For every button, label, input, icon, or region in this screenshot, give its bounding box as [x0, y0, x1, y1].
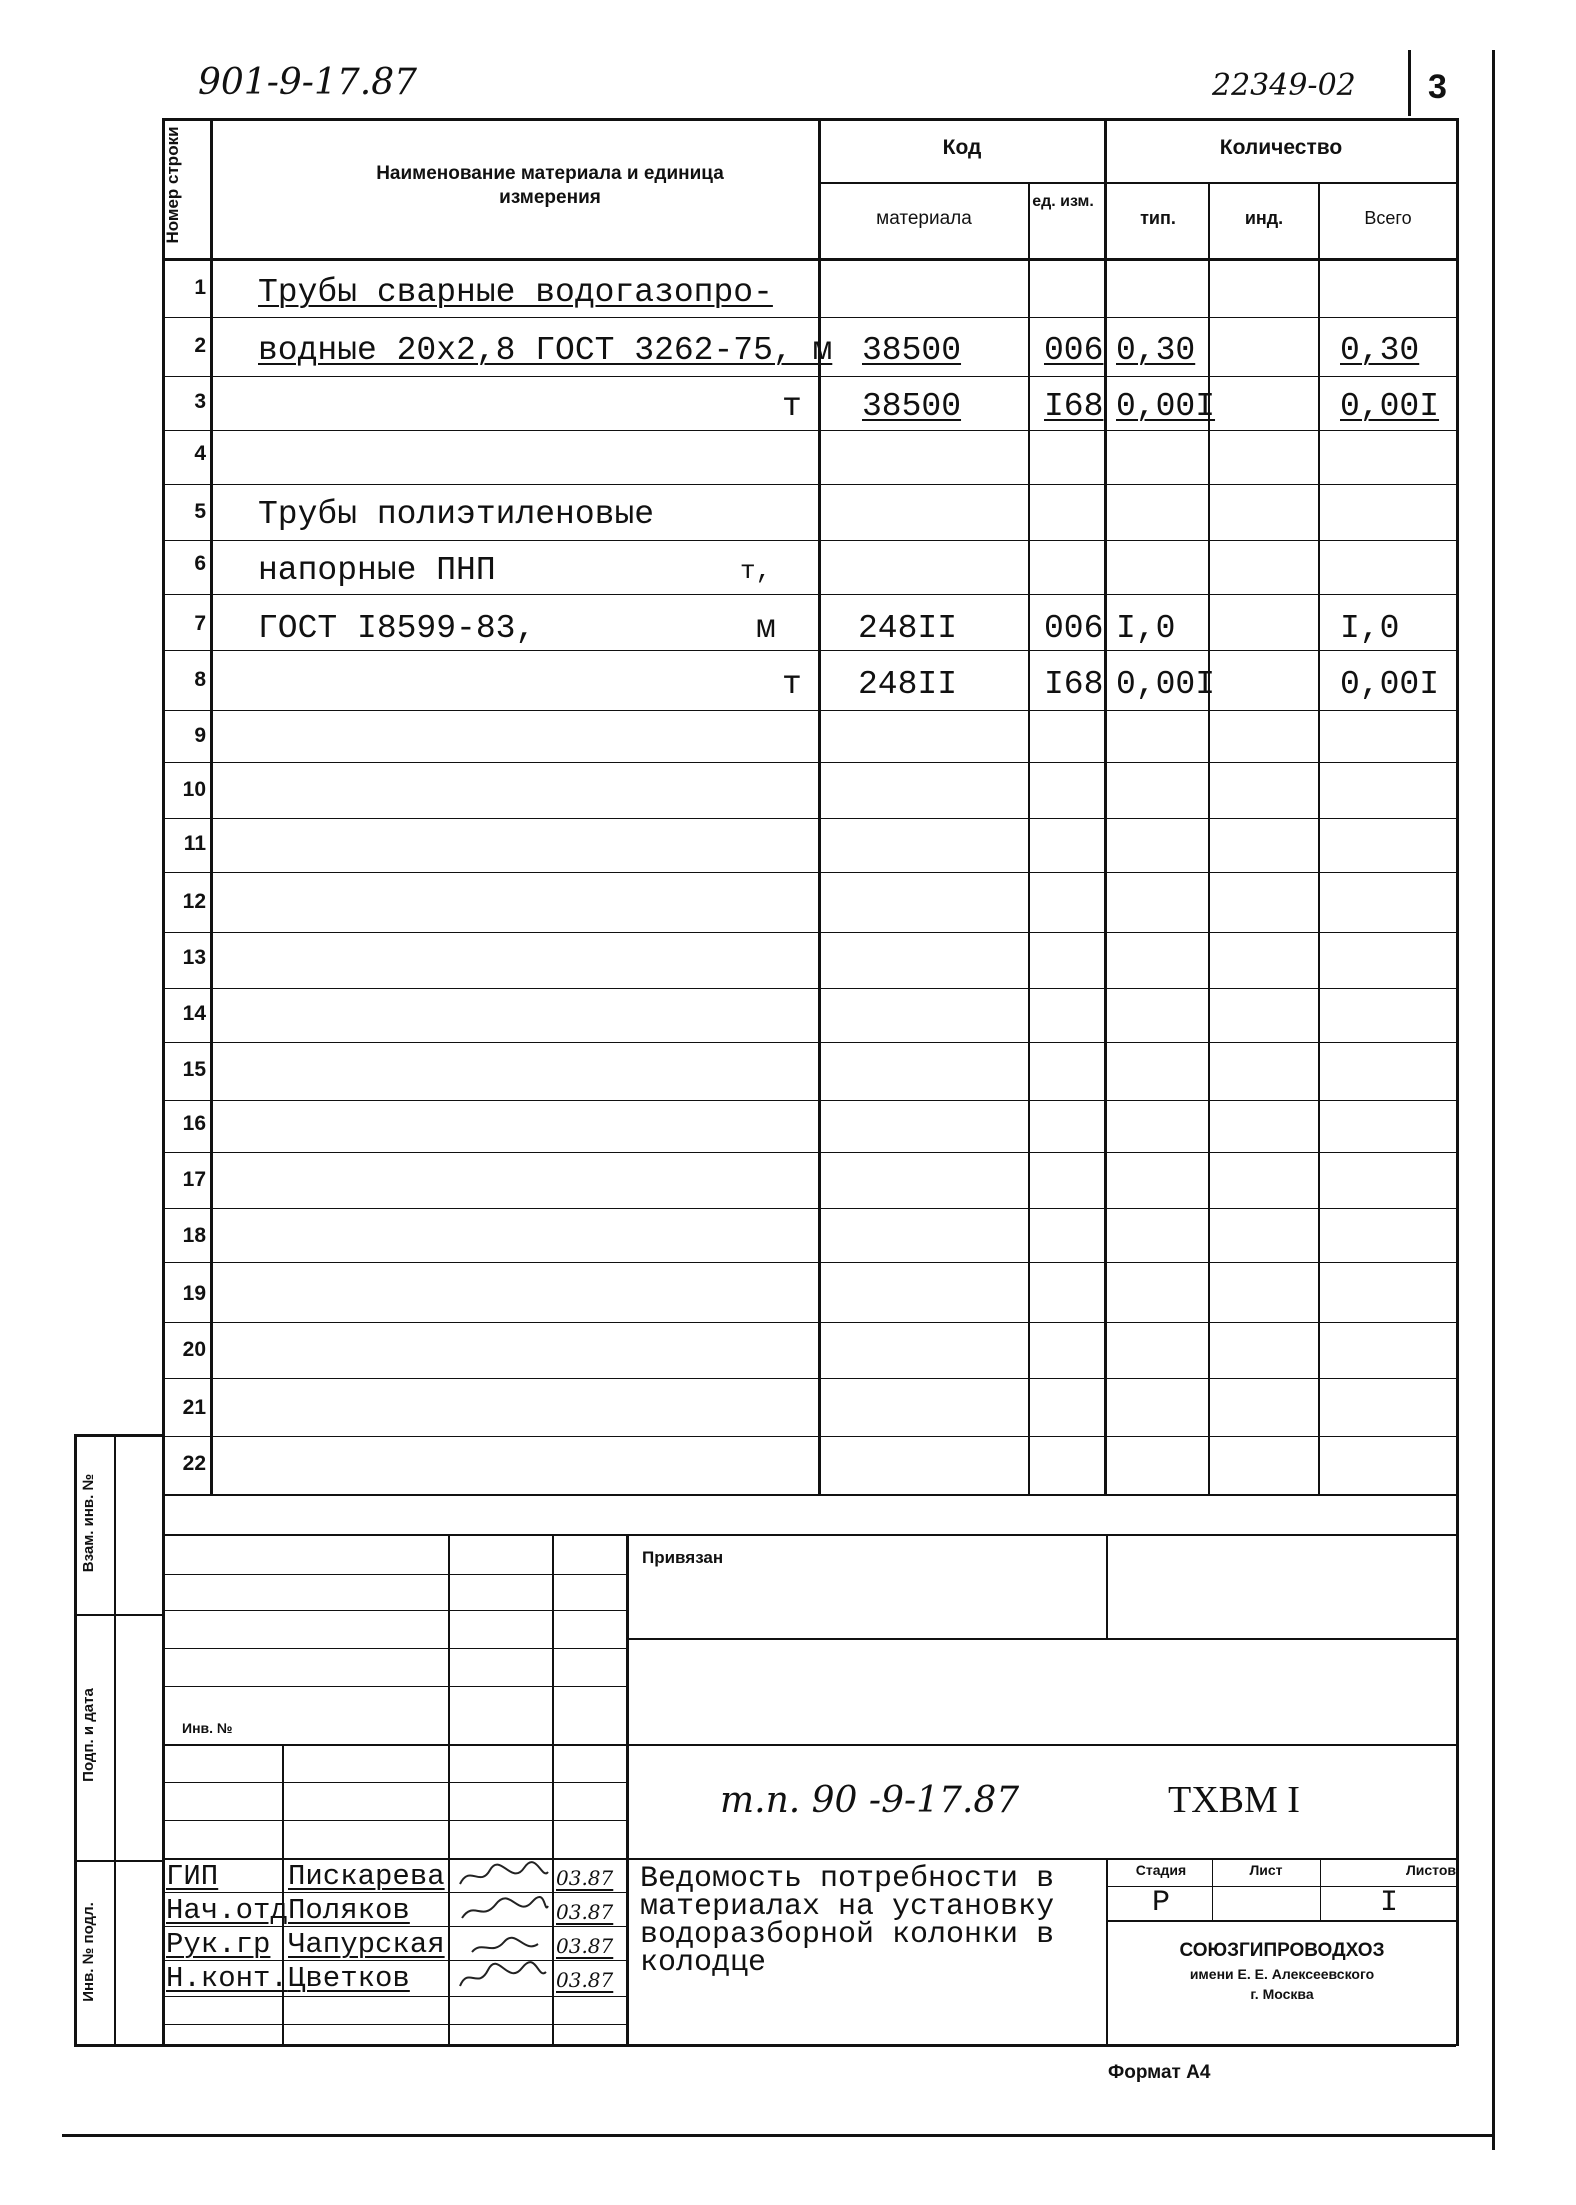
row-number: 19: [182, 1282, 206, 1305]
document-number-right: 22349-02: [1212, 68, 1356, 103]
header-code-material: материала: [876, 208, 972, 229]
role-label: ГИП: [166, 1860, 219, 1893]
header-qty-typical: тип.: [1140, 208, 1176, 228]
header-code: Код: [942, 136, 982, 159]
row-number: 14: [182, 1002, 206, 1025]
row7-material-code: 248II: [858, 610, 958, 647]
row6-unit-mark: т,: [740, 556, 772, 586]
row8-material-code: 248II: [858, 666, 958, 703]
bottom-border-line: [62, 2134, 1494, 2137]
project-code: т.п. 90 -9-17.87: [720, 1780, 1020, 1821]
row3-material-code: 38500: [862, 388, 962, 425]
row8-qty-total: 0,00I: [1340, 666, 1440, 703]
row-number: 16: [182, 1112, 206, 1135]
row5-material-name: Трубы полиэтиленовые: [258, 496, 655, 533]
row8-qty-typical: 0,00I: [1116, 666, 1216, 703]
role-label: Н.конт.: [166, 1962, 288, 1995]
header-quantity: Количество: [1219, 136, 1343, 159]
person-name: Поляков: [288, 1894, 410, 1927]
row2-material-code: 38500: [862, 332, 962, 369]
sign-date: 03.87: [556, 1866, 614, 1890]
stage-value: Р: [1151, 1886, 1170, 1920]
row7-unit-mark: м: [756, 610, 776, 647]
row-number: 11: [183, 832, 206, 855]
header-row-number: Номер строки: [163, 126, 182, 244]
row2-qty-typical: 0,30: [1116, 332, 1196, 369]
organization-subtitle: имени Е. Е. Алексеевского: [1189, 1966, 1375, 1982]
role-label: Нач.отд: [166, 1894, 288, 1927]
privyazan-label: Привязан: [642, 1548, 724, 1567]
row2-material-name: водные 20х2,8 ГОСТ 3262-75, м: [258, 332, 833, 369]
title-line: материалах на установку: [640, 1890, 1055, 1924]
side-label-replaced-inventory: Взам. инв. №: [80, 1473, 97, 1573]
sheets-value: I: [1379, 1886, 1398, 1920]
row1-material-name: Трубы сварные водогазопро-: [258, 274, 773, 311]
row-number: 17: [182, 1168, 206, 1191]
row7-material-name: ГОСТ I8599-83,: [258, 610, 536, 647]
sheet-label: Лист: [1249, 1862, 1283, 1878]
row3-unit-code: I68: [1044, 388, 1104, 425]
title-line: водоразборной колонки в: [640, 1918, 1055, 1952]
sign-date: 03.87: [556, 1968, 614, 1992]
header-material-name: Наименование материала и единица измерения: [376, 163, 724, 208]
row-number: 12: [182, 890, 206, 913]
row-number: 6: [194, 552, 206, 575]
title-line: колодце: [640, 1946, 767, 1980]
row-number: 4: [194, 442, 206, 465]
row3-qty-typical: 0,00I: [1116, 388, 1216, 425]
sign-date: 03.87: [556, 1934, 614, 1958]
row-number: 15: [182, 1058, 206, 1081]
header-qty-total: Всего: [1364, 208, 1412, 228]
row7-qty-typical: I,0: [1116, 610, 1176, 647]
header-code-unit: ед. изм.: [1032, 193, 1094, 210]
row-number: 5: [194, 500, 206, 523]
row7-qty-total: I,0: [1340, 610, 1400, 647]
row-number: 20: [182, 1338, 206, 1361]
row-number: 2: [194, 334, 206, 357]
paper-format: Формат А4: [1108, 2062, 1211, 2083]
row-number: 22: [182, 1452, 206, 1475]
row8-unit-code: I68: [1044, 666, 1104, 703]
organization-city: г. Москва: [1250, 1986, 1314, 2002]
row-number: 10: [182, 778, 206, 801]
row3-unit-mark: т: [782, 388, 802, 425]
stage-label: Стадия: [1135, 1862, 1187, 1878]
row-number: 21: [182, 1396, 206, 1419]
person-name: Чапурская: [288, 1928, 445, 1961]
sheets-label: Листов: [1405, 1862, 1456, 1878]
row3-qty-total: 0,00I: [1340, 388, 1440, 425]
row-number: 3: [194, 390, 206, 413]
row7-unit-code: 006: [1044, 610, 1104, 647]
side-label-inventory-original: Инв. № подл.: [80, 1902, 97, 2002]
row6-material-name: напорные ПНП: [258, 552, 496, 589]
role-label: Рук.гр: [166, 1928, 271, 1961]
row2-qty-total: 0,30: [1340, 332, 1420, 369]
side-label-signature-date: Подп. и дата: [80, 1688, 97, 1782]
inventory-number-label: Инв. №: [182, 1720, 233, 1736]
header-qty-individual: инд.: [1244, 208, 1284, 228]
row-number: 8: [194, 668, 206, 691]
row-number: 9: [194, 724, 206, 747]
person-name: Пискарева: [288, 1860, 445, 1893]
organization-name: СОЮЗГИПРОВОДХОЗ: [1179, 1940, 1385, 1961]
right-border-line: [1492, 50, 1495, 2150]
person-name: Цветков: [288, 1962, 410, 1995]
page-number: 3: [1428, 68, 1447, 106]
sheet-code: ТХВМ I: [1168, 1779, 1300, 1821]
sign-date: 03.87: [556, 1900, 614, 1924]
row-number: 18: [182, 1224, 206, 1247]
row2-unit-code: 006: [1044, 332, 1104, 369]
row8-unit-mark: т: [782, 666, 802, 703]
row-number: 1: [194, 276, 206, 299]
document-number-left: 901-9-17.87: [198, 62, 418, 103]
signatures: [452, 1860, 552, 1996]
row-number: 7: [194, 612, 206, 635]
title-line: Ведомость потребности в: [640, 1862, 1055, 1896]
row-number: 13: [182, 946, 206, 969]
